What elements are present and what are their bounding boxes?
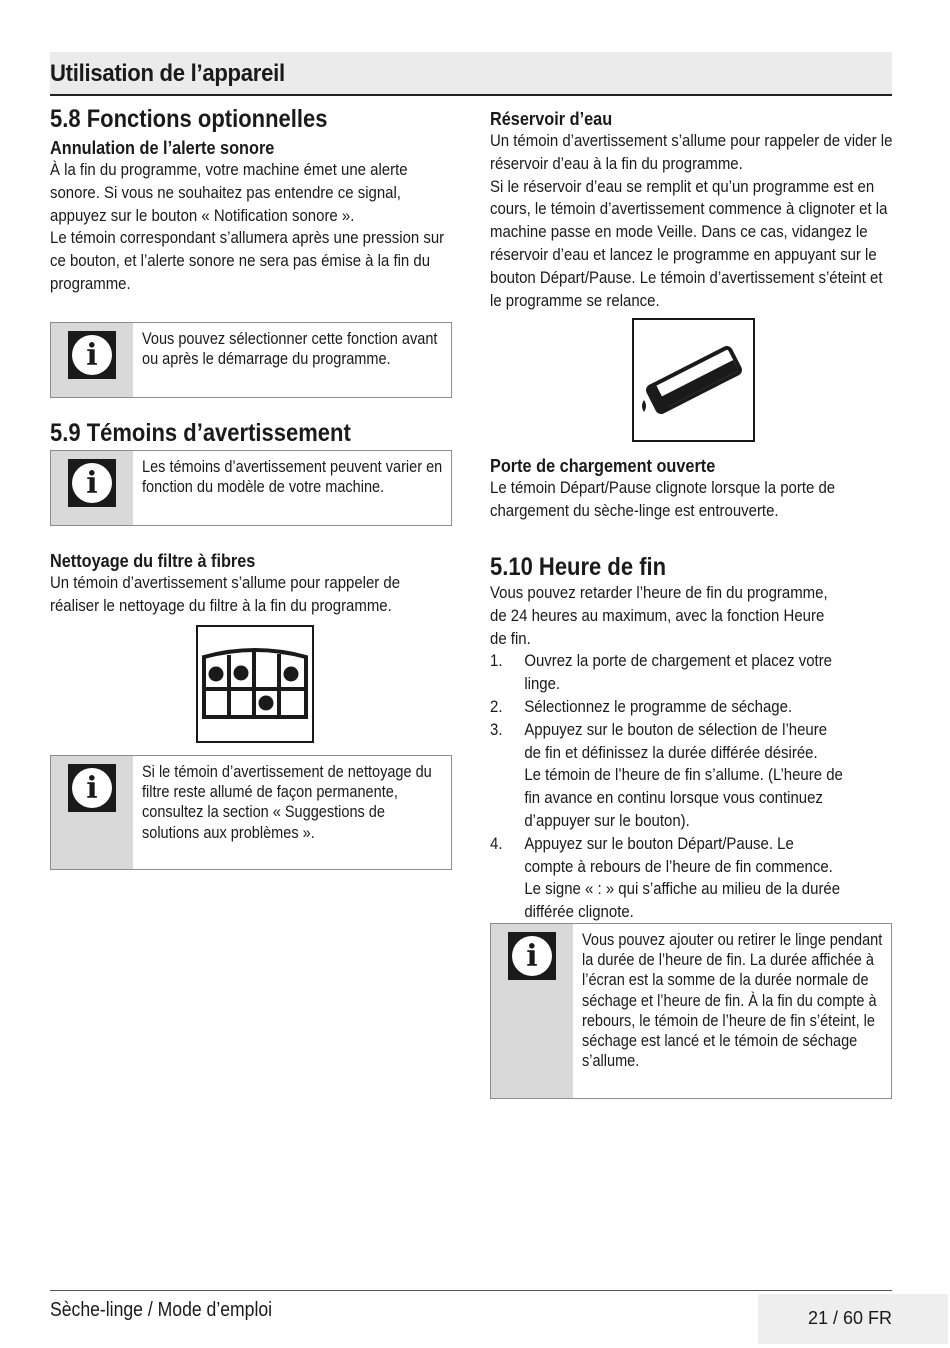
list-item: 2. Sélectionnez le programme de séchage. (490, 696, 793, 716)
info-box-1-text: Vous pouvez sélectionner cette fonction avant ou après le démarrage du programme. (142, 330, 438, 369)
paragraph-alert-2: Le témoin correspondant s’allumera après une pression sur ce bouton, et l’alerte sonore ne sera pas émise à la fin du programme. (50, 228, 445, 293)
info-box-4-text: Vous pouvez ajouter ou retirer le linge pendant la durée de l’heure de fin. La durée affichée à l’écran est la somme de la durée normale de séchage et l’heure de fin. À la fin du compte à rebours, le témoin de l’heure de fin s’éteint, le séchage est lancé et le témoin de séchage s’allume. (582, 931, 883, 1071)
info-box-4 (490, 923, 892, 1099)
section-header-title: Utilisation de l’appareil (50, 60, 285, 87)
left-column (50, 104, 452, 296)
heading-reservoir: Réservoir d’eau (490, 108, 613, 129)
info-icon: i (508, 932, 556, 980)
page-number: 21 / 60 FR (807, 1308, 892, 1328)
info-box-3-text: Si le témoin d’avertissement de nettoyage du filtre reste allumé de façon permanente, consultez la section « Suggestions de solutions aux problèmes ». (142, 763, 432, 842)
paragraph-reservoir-1: Un témoin d’avertissement s’allume pour rappeler de vider le réservoir d’eau à la fin du programme. (490, 131, 893, 173)
info-icon: i (68, 459, 116, 507)
paragraph-reservoir-2: Si le réservoir d’eau se remplit et qu’un programme est en cours, le témoin d’avertissement commence à clignoter et la machine passe en mode Veille. Dans ce cas, vidangez le réservoir d’eau et lancez le programme en appuyant sur le bouton Départ/Pause. Le témoin d’avertissement s’éteint et le programme se relance. (490, 176, 888, 310)
right-column (490, 108, 892, 312)
info-icon: i (68, 764, 116, 812)
footer-doc-title: Sèche-linge / Mode d’emploi (50, 1299, 273, 1321)
fiber-filter-icon (196, 625, 314, 743)
info-icon: i (68, 331, 116, 379)
heading-5-8: 5.8 Fonctions optionnelles (50, 105, 328, 133)
paragraph-door: Le témoin Départ/Pause clignote lorsque la porte de chargement du sèche-linge est entrouverte. (490, 478, 836, 520)
section-header (50, 52, 892, 96)
subheading-alert: Annulation de l’alerte sonore (50, 137, 275, 158)
steps-list (490, 650, 844, 924)
heading-filter: Nettoyage du filtre à fibres (50, 550, 256, 571)
paragraph-end-time: Vous pouvez retarder l’heure de fin du programme, de 24 heures au maximum, avec la fonction Heure de fin. (490, 583, 828, 648)
info-box-1 (50, 322, 452, 398)
list-item: 4. Appuyez sur le bouton Départ/Pause. Le compte à rebours de l’heure de fin commence. Le signe « : » qui s’affiche au milieu de la durée différée clignote. (490, 833, 841, 922)
info-box-2-text: Les témoins d’avertissement peuvent varier en fonction du modèle de votre machine. (142, 458, 443, 497)
list-item: 1. Ouvrez la porte de chargement et placez votre linge. (490, 651, 833, 694)
footer-divider (50, 1290, 892, 1291)
water-tank-icon (632, 318, 755, 442)
list-item: 3. Appuyez sur le bouton de sélection de l’heure de fin et définissez la durée différée désirée. Le témoin de l’heure de fin s’allume. (L’heure de fin avance en continu lorsque vous continuez d’appuyer sur le bouton). (490, 719, 843, 830)
heading-door: Porte de chargement ouverte (490, 455, 716, 476)
paragraph-alert-1: À la fin du programme, votre machine émet une alerte sonore. Si vous ne souhaitez pas entendre ce signal, appuyez sur le bouton « Notification sonore ». (50, 160, 408, 225)
info-box-3 (50, 755, 452, 870)
paragraph-filter: Un témoin d’avertissement s’allume pour rappeler de réaliser le nettoyage du filtre à la fin du programme. (50, 573, 401, 615)
info-box-2 (50, 450, 452, 526)
heading-5-9: 5.9 Témoins d’avertissement (50, 419, 351, 447)
footer-page-box (758, 1294, 948, 1344)
heading-5-10: 5.10 Heure de fin (490, 553, 667, 581)
